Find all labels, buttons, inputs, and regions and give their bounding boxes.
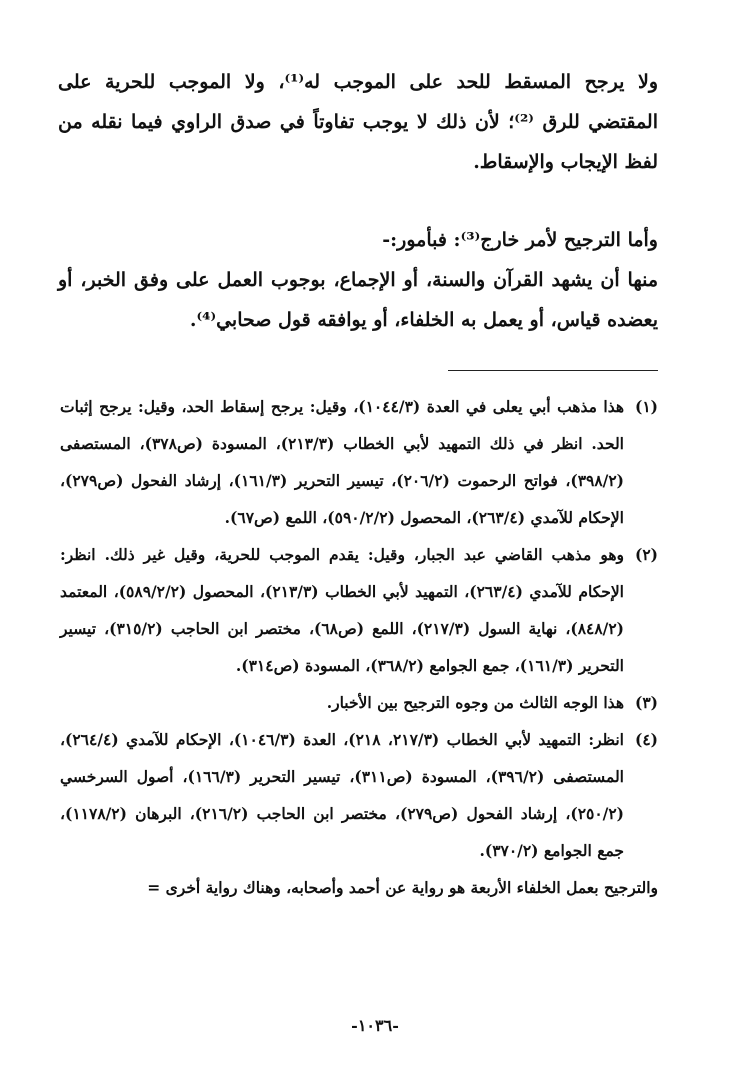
footnote-number: (١)	[634, 397, 658, 416]
footnote-4	[60, 721, 658, 869]
footnote-continuation-text: والترجيح بعمل الخلفاء الأربعة هو رواية عن أحمد وأصحابه، وهناك رواية أخرى =	[147, 878, 658, 897]
footnote-text: هذا مذهب أبي يعلى في العدة (١٠٤٤/٣)، وقيل: يرجح إسقاط الحد، وقيل: يرجح إثبات الحد. انظر في ذلك التمهيد لأبي الخطاب (٢١٣/٣)، المسودة (ص٣٧٨)، المستصفى (٣٩٨/٢)، فواتح الرحموت (٢٠٦/٢)، تيسير التحرير (١٦١/٣)، إرشاد الفحول (ص٢٧٩)، الإحكام للآمدي (٢٦٣/٤)، المحصول (٥٩٠/٢/٢)، اللمع (ص٦٧).	[60, 397, 625, 527]
footnote-1	[60, 388, 658, 536]
footnote-text: وهو مذهب القاضي عبد الجبار، وقيل: يقدم الموجب للحرية، وقيل غير ذلك. انظر: الإحكام للآمدي (٢٦٣/٤)، التمهيد لأبي الخطاب (٢١٣/٣)، المحصول (٥٨٩/٢/٢)، المعتمد (٨٤٨/٢)، نهاية السول (٢١٧/٣)، اللمع (ص٦٨)، مختصر ابن الحاجب (٣١٥/٢)، تيسير التحرير (١٦١/٣)، جمع الجوامع (٣٦٨/٢)، المسودة (ص٣١٤).	[60, 545, 624, 675]
paragraph-gap	[58, 182, 658, 220]
main-text	[58, 62, 658, 340]
footnote-number: (٣)	[634, 693, 658, 712]
footnote-text: انظر: التمهيد لأبي الخطاب (٢١٧/٣، ٢١٨)، العدة (١٠٤٦/٣)، الإحكام للآمدي (٢٦٤/٤)، المستصفى (٣٩٦/٢)، المسودة (ص٣١١)، تيسير التحرير (١٦٦/٣)، أصول السرخسي (٢٥٠/٢)، إرشاد الفحول (ص٢٧٩)، مختصر ابن الحاجب (٢١٦/٢)، البرهان (١١٧٨/٢)، جمع الجوامع (٣٧٠/٢).	[60, 730, 624, 860]
footnote-number: (٢)	[634, 545, 658, 564]
paragraph-1: ولا يرجح المسقط للحد على الموجب له⁽¹⁾، ولا الموجب للحرية على المقتضي للرق ⁽²⁾؛ لأن ذلك لا يوجب تفاوتاً في صدق الراوي فيما نقله من لفظ الإيجاب والإسقاط.	[58, 71, 659, 173]
paragraph-3: منها أن يشهد القرآن والسنة، أو الإجماع، بوجوب العمل على وفق الخبر، أو يعضده قياس، أو يعمل به الخلفاء، أو يوافقه قول صحابي⁽⁴⁾.	[58, 269, 658, 331]
paragraph-2: وأما الترجيح لأمر خارج⁽³⁾: فبأمور:-	[382, 229, 658, 251]
footnote-continuation	[60, 869, 658, 906]
footnote-3	[60, 684, 658, 721]
footnote-divider	[448, 370, 658, 371]
footnote-text: هذا الوجه الثالث من وجوه الترجيح بين الأخبار.	[326, 693, 624, 712]
footnotes-section	[60, 388, 658, 906]
footnote-number: (٤)	[634, 730, 658, 749]
page-number: -١٠٣٦-	[351, 1016, 399, 1035]
footnote-2	[60, 536, 658, 684]
